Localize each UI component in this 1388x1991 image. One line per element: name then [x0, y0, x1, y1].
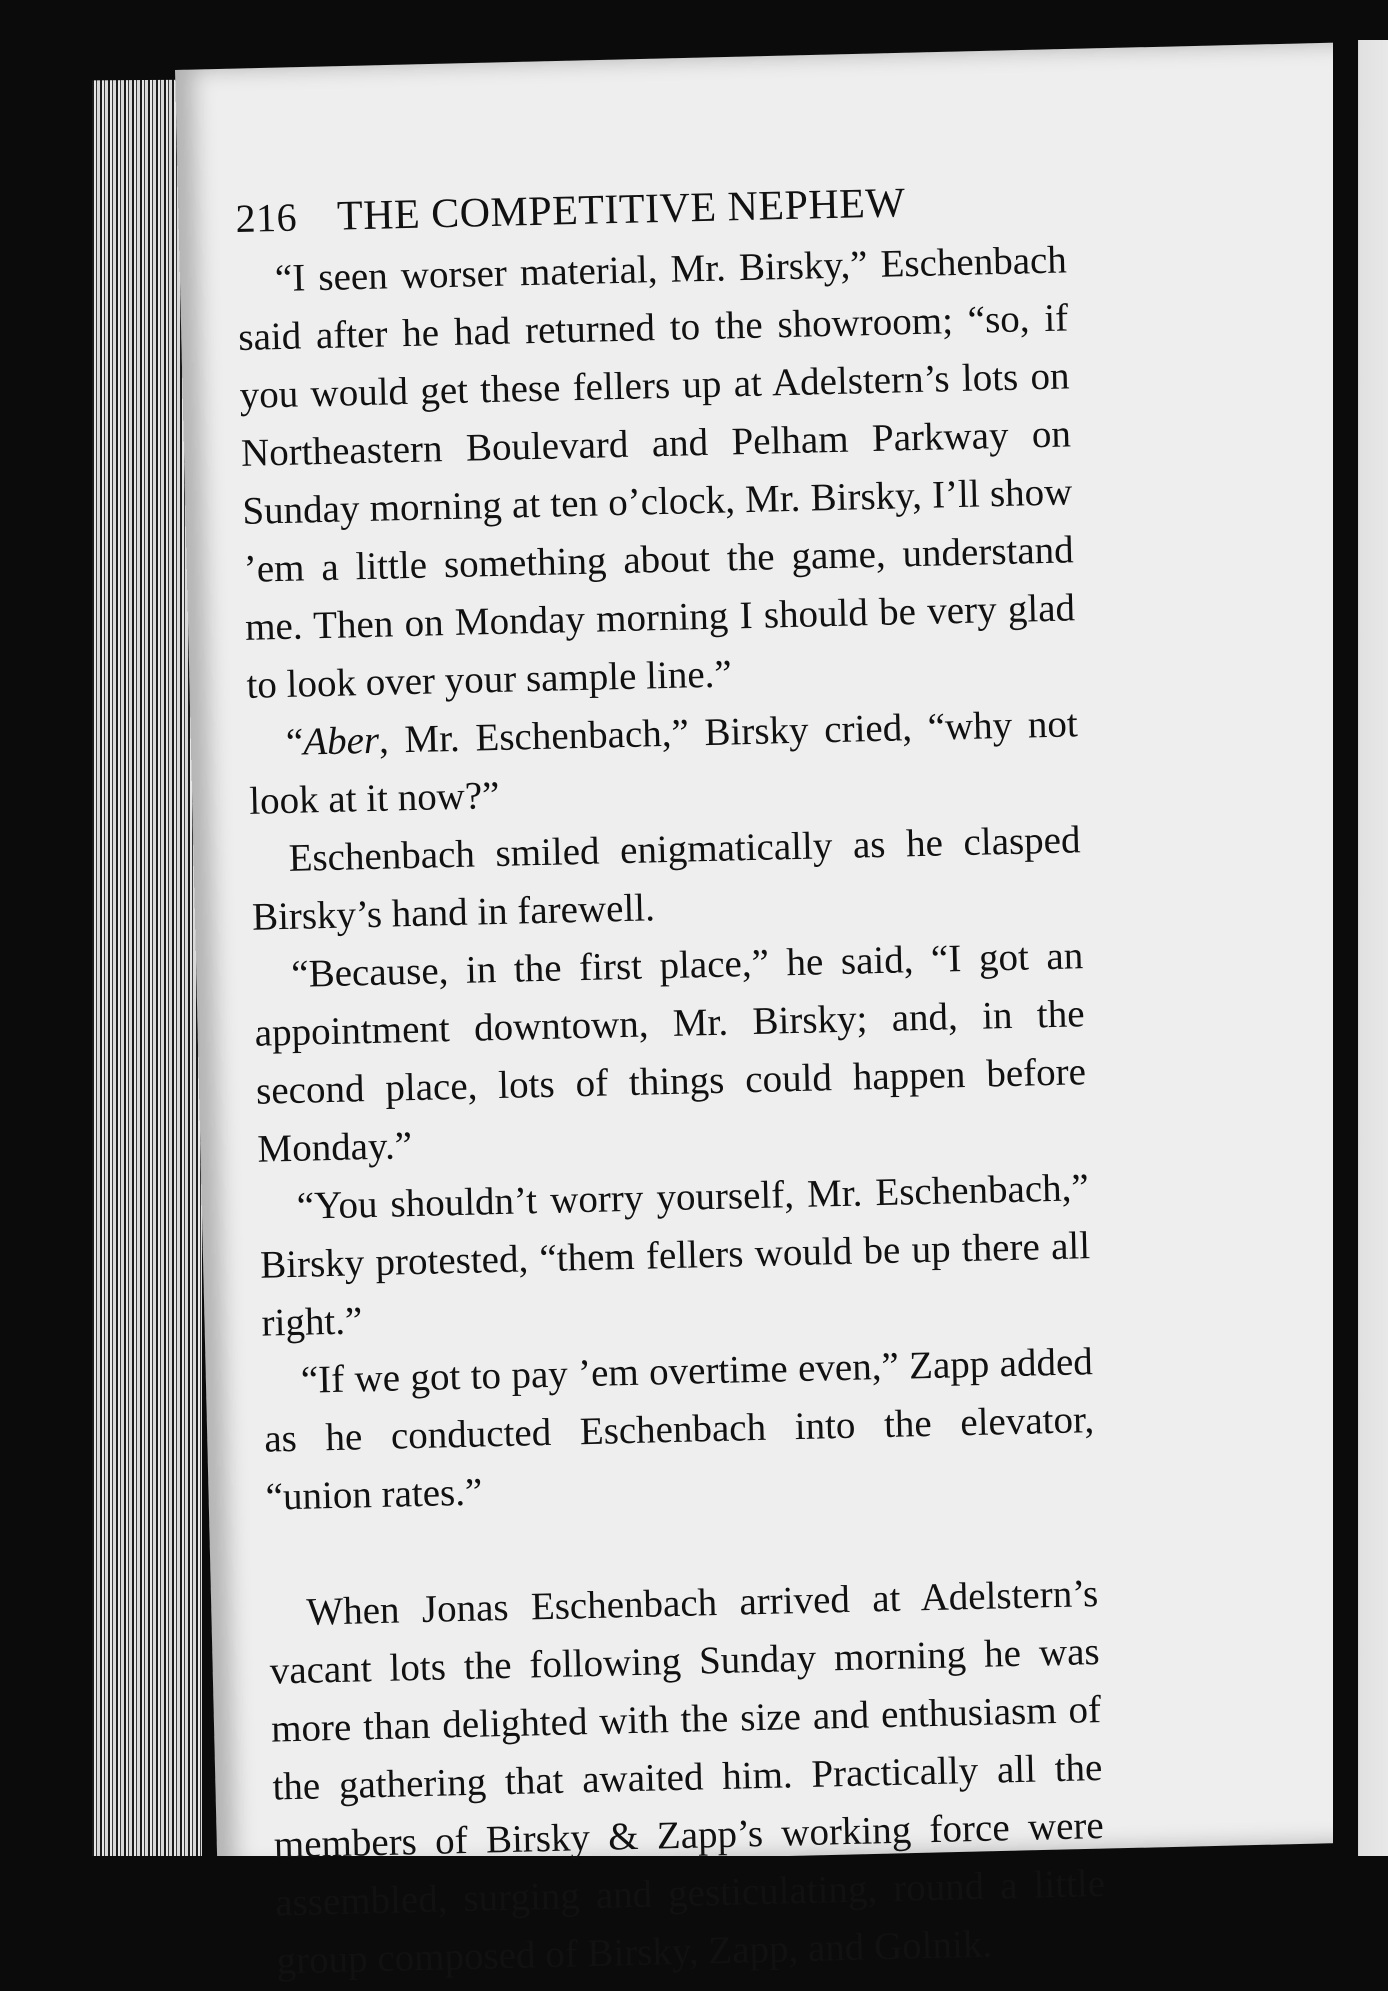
text-block — [235, 175, 1107, 1990]
page-number: 216 — [235, 194, 298, 241]
paragraph-6: When Jonas Eschenbach arrived at Adelstern’s vacant lots the following Sunday morning he was more than delighted with the size and enthusiasm of the gathering that awaited him. Practically all the members of Birsky & Zapp’s working force were assembled, surging and gesticulating, round a little group composed of Birsky, Zapp, and Golnik. — [269, 1572, 1106, 1983]
paragraph-5: “If we got to pay ’em overtime even,” Zapp added as he conducted Eschenbach into the elevator, “union rates.” — [263, 1340, 1095, 1519]
paragraph-4: “You shouldn’t worry yourself, Mr. Eschenbach,” Birsky protested, “them fellers would be up there all right.” — [259, 1166, 1091, 1345]
aber-rest: , Mr. Eschenbach,” Birsky cried, “why not look at it now?” — [248, 702, 1079, 823]
aber-italic-word: Aber — [302, 718, 380, 764]
running-title: THE COMPETITIVE NEPHEW — [336, 180, 907, 240]
paragraph-3: “Because, in the first place,” he said, “I got an appointment downtown, Mr. Birsky; and, in the second place, lots of things could happen before Monday.” — [254, 934, 1087, 1171]
paragraph-2: Eschenbach smiled enigmatically as he clasped Birsky’s hand in farewell. — [251, 818, 1081, 939]
paragraph-1: “I seen worser material, Mr. Birsky,” Eschenbach said after he had returned to the showroom; “so, if you would get these fellers up at Adelstern’s lots on Northeastern Boulevard and Pelham Parkway on Sunday morning at ten o’clock, Mr. Birsky, I’ll show ’em a little something about the game, understand me. Then on Monday morning I should be very glad to look over your sample line.” — [237, 238, 1076, 707]
next-page-edge — [1333, 40, 1388, 1870]
aber-open-quote: “ — [285, 720, 304, 764]
paragraph-aber — [247, 695, 1080, 831]
